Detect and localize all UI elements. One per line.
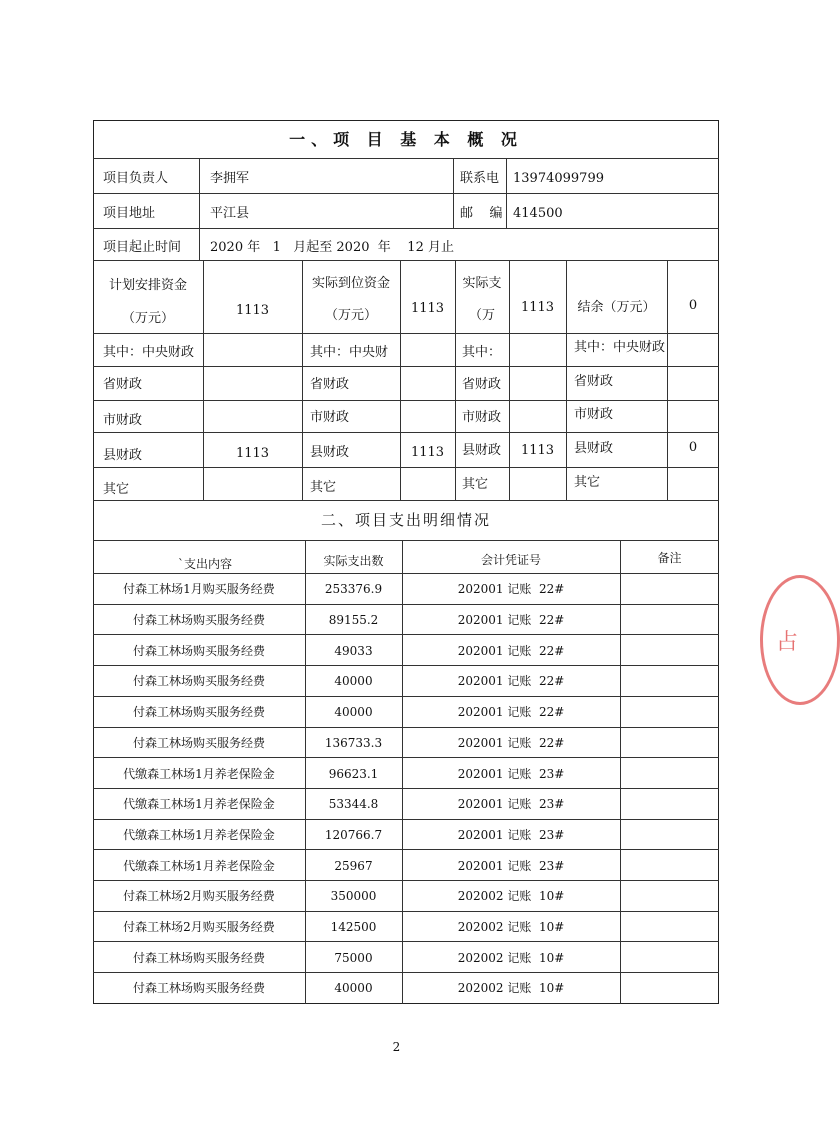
rule (93, 366, 719, 367)
rule (93, 696, 719, 697)
row-voucher: 202001 记账 22# (457, 582, 565, 596)
header-note: 备注 (657, 551, 682, 565)
county-value-2: 1113 (410, 445, 445, 460)
row-voucher: 202001 记账 22# (457, 705, 565, 719)
row-amount: 40000 (334, 674, 373, 688)
section1-title: 一、项 目 基 本 概 况 (289, 130, 523, 149)
central-label-2: 其中：中央财 (310, 345, 389, 360)
leader-label: 项目负责人 (103, 171, 169, 186)
row-content: 付森工林场购买服务经费 (132, 951, 265, 965)
header-content: `支出内容 (178, 557, 233, 571)
phone-value: 13974099799 (513, 171, 604, 186)
actual-value: 1113 (520, 300, 555, 315)
page-number: 2 (392, 1040, 401, 1054)
row-voucher: 202001 记账 23# (457, 767, 565, 781)
row-amount: 96623.1 (328, 767, 379, 781)
central-label-1: 其中：中央财政 (103, 345, 195, 360)
period-value: 2020 年 1 月起至 2020 年 12 月止 (210, 240, 454, 255)
rule (93, 819, 719, 820)
row-amount: 136733.3 (324, 736, 383, 750)
row-voucher: 202002 记账 10# (457, 981, 565, 995)
row-content: 付森工林场购买服务经费 (132, 705, 265, 719)
other-label-1: 其它 (103, 482, 130, 497)
row-content: 付森工林场购买服务经费 (132, 981, 265, 995)
rule (93, 604, 719, 605)
postcode-label: 邮 编 (460, 206, 503, 221)
city-label-4: 市财政 (574, 407, 614, 422)
rule (93, 757, 719, 758)
row-content: 付森工林场购买服务经费 (132, 674, 265, 688)
other-label-2: 其它 (310, 480, 337, 495)
county-label-3: 县财政 (462, 443, 502, 458)
row-content: 付森工林场1月购买服务经费 (123, 582, 275, 596)
period-label: 项目起止时间 (103, 240, 182, 255)
red-seal (760, 575, 840, 705)
rule (93, 665, 719, 666)
row-amount: 40000 (334, 981, 373, 995)
city-label-3: 市财政 (462, 410, 502, 425)
other-label-4: 其它 (574, 475, 601, 490)
rule (93, 941, 719, 942)
rule (93, 634, 719, 635)
rule (620, 540, 621, 1004)
row-voucher: 202001 记账 23# (457, 797, 565, 811)
rule (93, 193, 719, 194)
rule (93, 158, 719, 159)
header-amount: 实际支出数 (323, 554, 384, 568)
address-value: 平江县 (210, 206, 250, 221)
received-unit: （万元） (324, 308, 377, 323)
actual-label: 实际支 (462, 276, 502, 291)
planned-label: 计划安排资金 (108, 278, 187, 293)
rule (93, 972, 719, 973)
row-content: 付森工林场2月购买服务经费 (123, 920, 275, 934)
row-amount: 25967 (334, 859, 373, 873)
row-content: 付森工林场购买服务经费 (132, 613, 265, 627)
row-voucher: 202001 记账 23# (457, 828, 565, 842)
row-voucher: 202001 记账 22# (457, 674, 565, 688)
rule (93, 880, 719, 881)
row-amount: 89155.2 (328, 613, 379, 627)
received-value: 1113 (410, 301, 445, 316)
row-amount: 75000 (334, 951, 373, 965)
county-value-1: 1113 (235, 446, 270, 461)
row-content: 代缴森工林场1月养老保险金 (123, 767, 275, 781)
rule (453, 158, 454, 228)
rule (93, 467, 719, 468)
balance-value: 0 (688, 298, 698, 313)
row-voucher: 202001 记账 22# (457, 736, 565, 750)
row-amount: 253376.9 (324, 582, 383, 596)
rule (93, 849, 719, 850)
planned-unit: （万元） (121, 311, 174, 326)
rule (400, 260, 401, 500)
province-label-2: 省财政 (310, 377, 350, 392)
row-voucher: 202002 记账 10# (457, 920, 565, 934)
row-amount: 120766.7 (324, 828, 383, 842)
rule (302, 260, 303, 500)
rule (199, 158, 200, 260)
planned-value: 1113 (235, 303, 270, 318)
rule (93, 432, 719, 433)
province-label-1: 省财政 (103, 377, 143, 392)
row-voucher: 202001 记账 22# (457, 613, 565, 627)
row-amount: 53344.8 (328, 797, 379, 811)
leader-value: 李拥军 (210, 171, 250, 186)
other-label-3: 其它 (462, 477, 489, 492)
rule (93, 500, 719, 501)
rule (93, 540, 719, 541)
row-amount: 49033 (334, 644, 373, 658)
county-label-1: 县财政 (103, 448, 143, 463)
seal-character: 占 (776, 630, 799, 655)
rule (509, 260, 510, 500)
rule (566, 260, 567, 500)
row-amount: 142500 (330, 920, 377, 934)
county-label-2: 县财政 (310, 445, 350, 460)
central-label-4: 其中：中央财政 (574, 340, 666, 355)
phone-label: 联系电 (460, 171, 500, 186)
received-label: 实际到位资金 (311, 276, 390, 291)
rule (93, 573, 719, 574)
row-content: 代缴森工林场1月养老保险金 (123, 797, 275, 811)
rule (667, 260, 668, 500)
city-label-2: 市财政 (310, 410, 350, 425)
row-amount: 40000 (334, 705, 373, 719)
row-voucher: 202002 记账 10# (457, 889, 565, 903)
county-label-4: 县财政 (574, 441, 614, 456)
rule (93, 788, 719, 789)
rule (506, 158, 507, 228)
row-voucher: 202001 记账 23# (457, 859, 565, 873)
rule (93, 727, 719, 728)
county-value-3: 1113 (520, 443, 555, 458)
province-label-4: 省财政 (574, 374, 614, 389)
row-content: 代缴森工林场1月养老保险金 (123, 828, 275, 842)
city-label-1: 市财政 (103, 413, 143, 428)
section2-title: 二、项目支出明细情况 (320, 511, 491, 529)
postcode-value: 414500 (513, 206, 563, 221)
rule (203, 260, 204, 500)
rule (93, 228, 719, 229)
province-label-3: 省财政 (462, 377, 502, 392)
row-voucher: 202002 记账 10# (457, 951, 565, 965)
address-label: 项目地址 (103, 206, 156, 221)
row-voucher: 202001 记账 22# (457, 644, 565, 658)
balance-label: 结余（万元） (577, 300, 656, 315)
header-voucher: 会计凭证号 (480, 553, 541, 567)
row-amount: 350000 (330, 889, 377, 903)
rule (455, 260, 456, 500)
rule (93, 333, 719, 334)
rule (93, 260, 719, 261)
row-content: 付森工林场购买服务经费 (132, 644, 265, 658)
row-content: 代缴森工林场1月养老保险金 (123, 859, 275, 873)
row-content: 付森工林场购买服务经费 (132, 736, 265, 750)
rule (93, 911, 719, 912)
actual-unit: （万 (468, 308, 495, 323)
rule (93, 400, 719, 401)
county-value-4: 0 (688, 440, 698, 455)
central-label-3: 其中： (462, 345, 502, 360)
row-content: 付森工林场2月购买服务经费 (123, 889, 275, 903)
